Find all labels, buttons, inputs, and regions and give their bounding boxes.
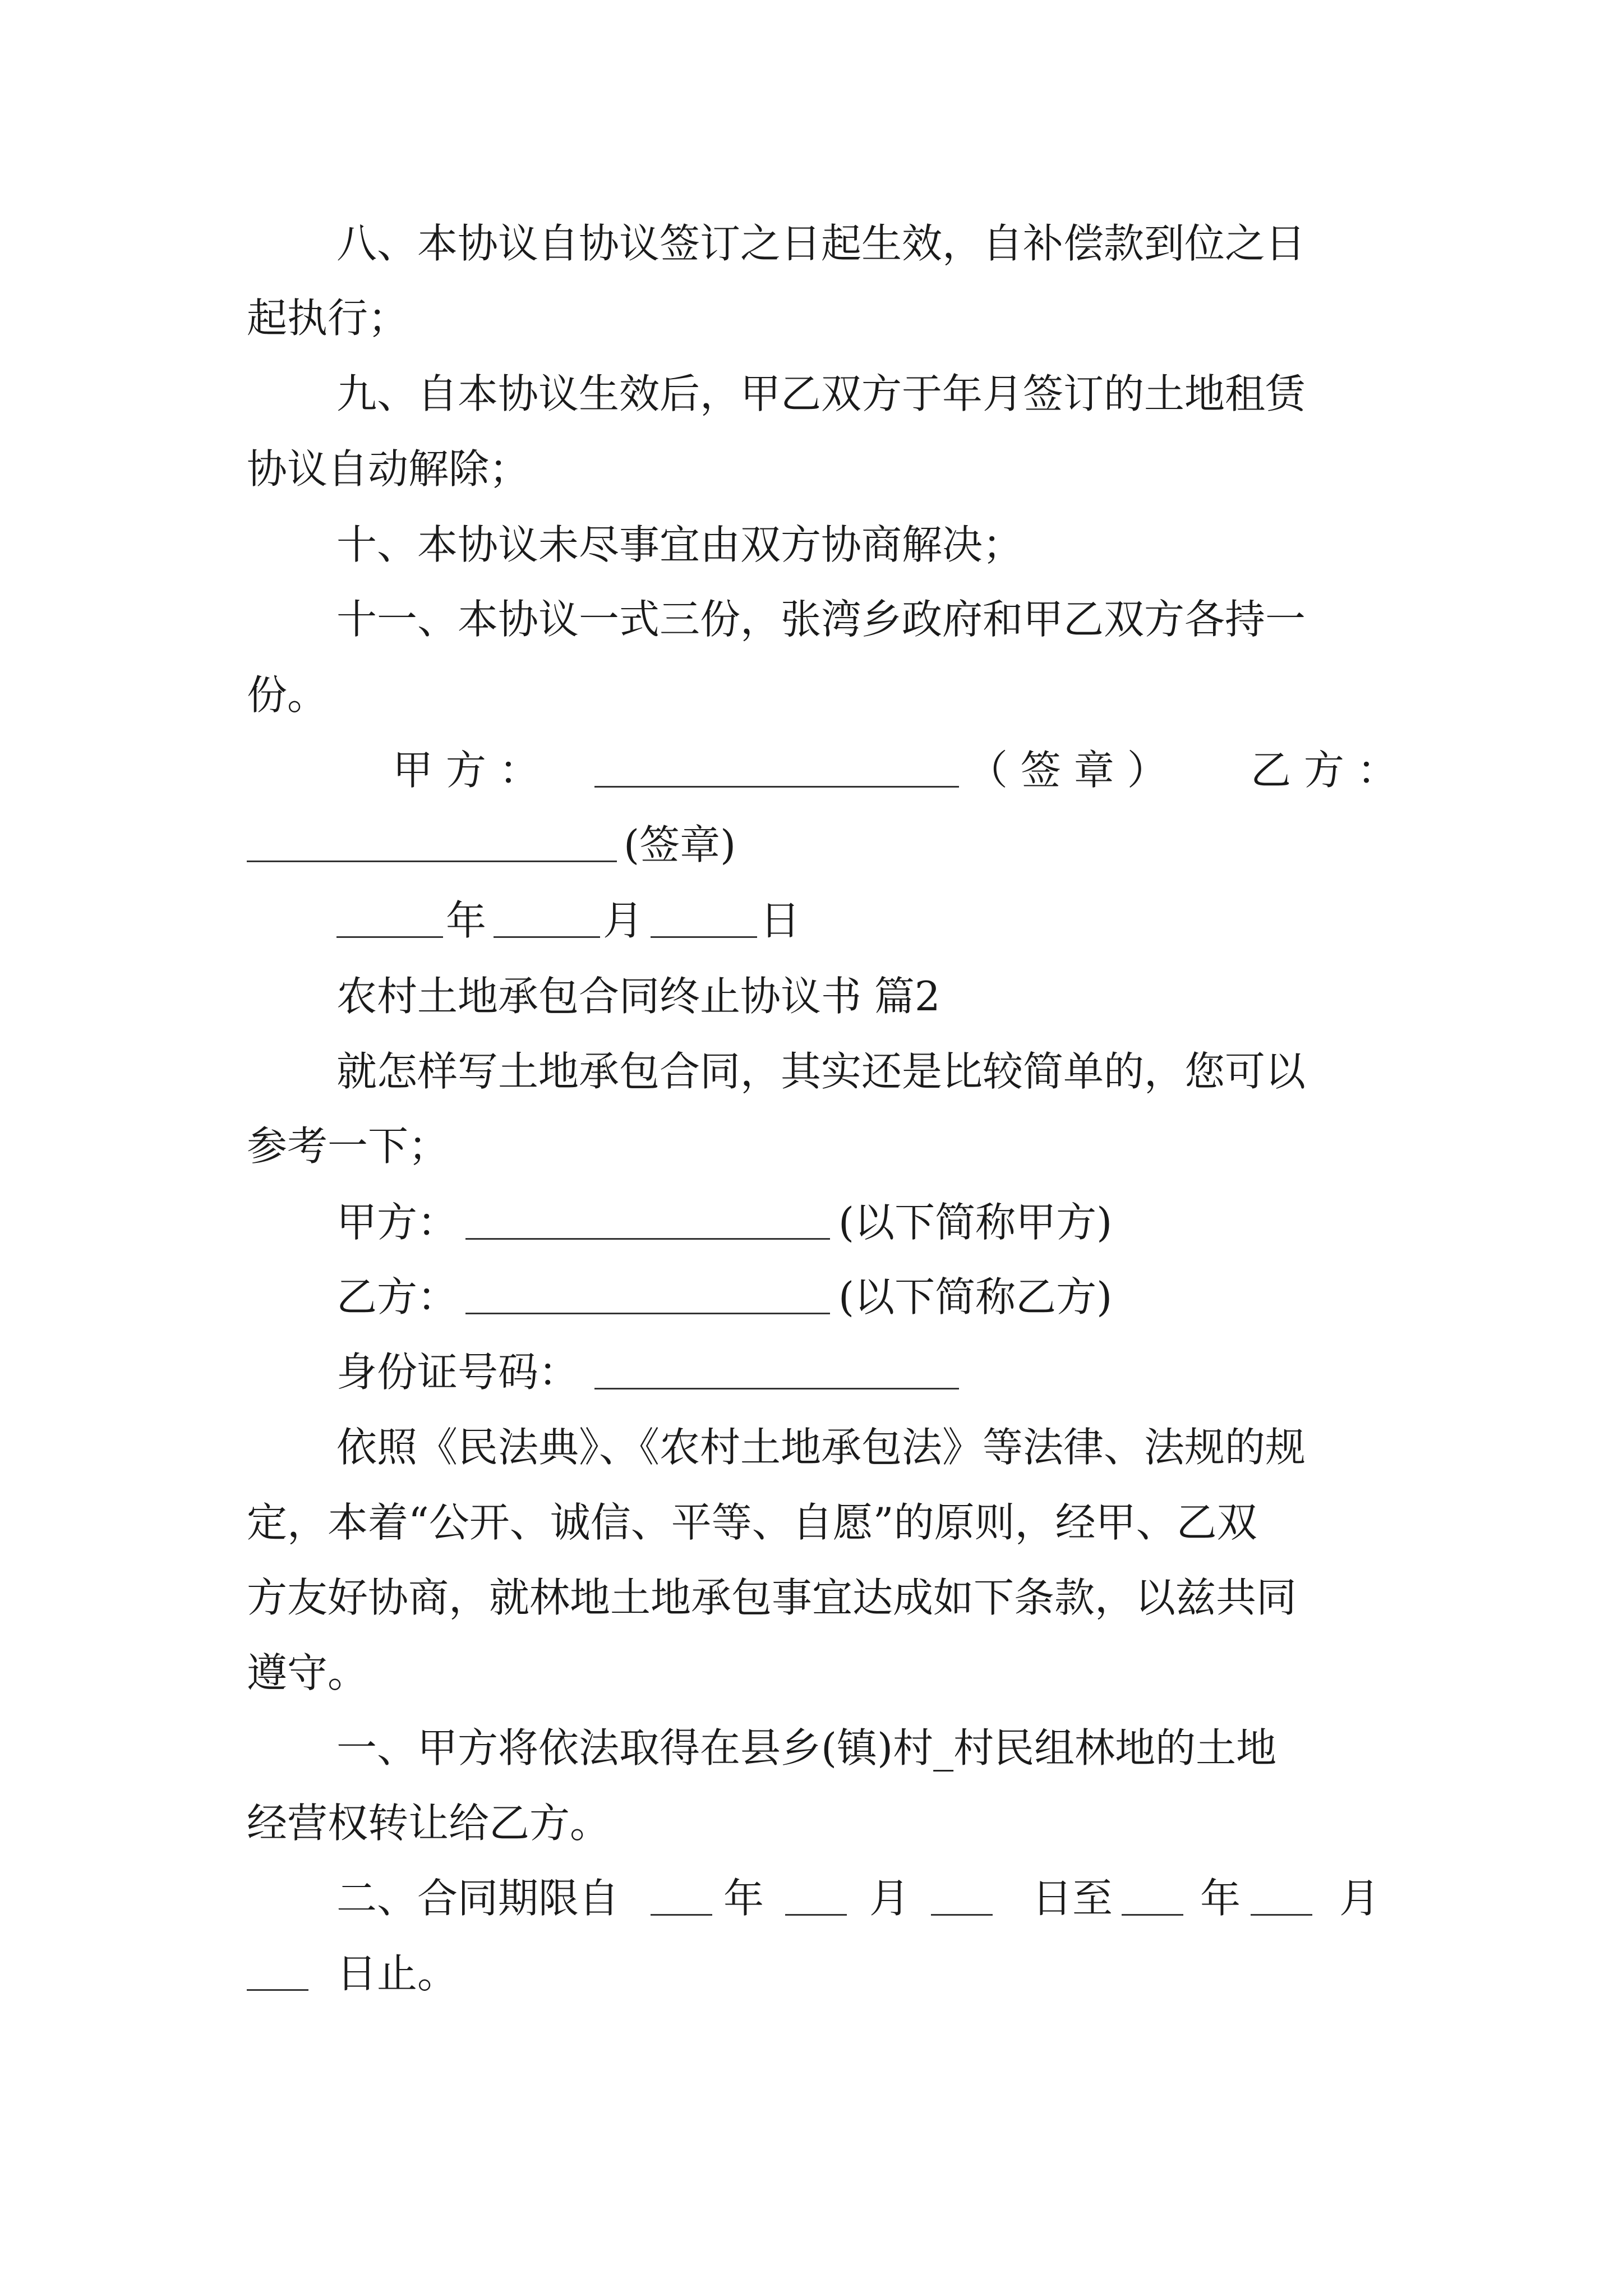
clause-2-text: 二、合同期限自 xyxy=(336,1875,620,1922)
paragraph-9-line-2: 协议自动解除； xyxy=(247,445,530,493)
clause-2-end: 日止。 xyxy=(336,1950,458,1997)
party-a-label: 甲 方 ： xyxy=(393,747,540,794)
basis-line-2: 定，本着“公开、诚信、平等、自愿”的原则，经甲、乙双 xyxy=(247,1499,1257,1546)
party-b-blank xyxy=(247,828,617,862)
party-a-field-blank xyxy=(465,1205,830,1240)
clause-2-year1: 年 xyxy=(723,1875,764,1922)
paragraph-10: 十、本协议未尽事宜由双方协商解决； xyxy=(336,521,1023,568)
month-label: 月 xyxy=(603,897,644,944)
clause-1-line-2: 经营权转让给乙方。 xyxy=(247,1800,611,1847)
basis-line-4: 遵守。 xyxy=(247,1649,368,1696)
paragraph-8-line-1: 八、本协议自协议签订之日起生效，自补偿款到位之日 xyxy=(336,220,1306,267)
basis-line-1: 依照《民法典》、《农村土地承包法》等法律、法规的规 xyxy=(336,1424,1306,1471)
basis-line-3: 方友好协商，就林地土地承包事宜达成如下条款，以兹共同 xyxy=(247,1574,1297,1621)
clause-2-line-1 xyxy=(247,1875,1380,1923)
clause-2-month1-blank xyxy=(785,1881,847,1916)
clause-2-day2-blank xyxy=(247,1957,308,1991)
id-number-line xyxy=(247,1349,1380,1397)
signature-line-parties xyxy=(247,747,1398,795)
clause-2-month2: 月 xyxy=(1339,1875,1380,1922)
paragraph-11-line-1: 十一、本协议一式三份，张湾乡政府和甲乙双方各持一 xyxy=(336,596,1306,643)
signature-line-b xyxy=(247,821,1380,869)
party-b-field-note: (以下简称乙方) xyxy=(838,1273,1113,1320)
section-2-title: 农村土地承包合同终止协议书 篇2 xyxy=(336,973,940,1020)
clause-1-line-1: 一、甲方将依法取得在县乡(镇)村_村民组林地的土地 xyxy=(336,1724,1277,1772)
clause-2-year1-blank xyxy=(651,1881,712,1916)
clause-2-line-2 xyxy=(247,1950,1380,1998)
day-blank xyxy=(651,904,757,938)
year-label: 年 xyxy=(446,897,487,944)
party-a-field-note: (以下简称甲方) xyxy=(838,1199,1113,1246)
party-a-line xyxy=(247,1199,1380,1247)
party-b-field-blank xyxy=(465,1280,830,1314)
intro-line-2: 参考一下； xyxy=(247,1122,449,1170)
signature-date-line xyxy=(247,897,1380,945)
paragraph-9-line-1: 九、自本协议生效后，甲乙双方于年月签订的土地租赁 xyxy=(336,370,1306,417)
party-a-field-label: 甲方： xyxy=(336,1199,458,1246)
clause-2-month2-blank xyxy=(1251,1881,1312,1916)
party-b-label: 乙 方 ： xyxy=(1251,747,1398,794)
paragraph-8-line-2: 起执行； xyxy=(247,295,409,342)
intro-line-1: 就怎样写土地承包合同，其实还是比较简单的，您可以 xyxy=(336,1048,1306,1095)
day-label: 日 xyxy=(760,897,801,944)
month-blank xyxy=(494,904,600,938)
id-number-label: 身份证号码： xyxy=(336,1349,579,1396)
clause-2-month1: 月 xyxy=(869,1875,910,1922)
paragraph-11-line-2: 份。 xyxy=(247,671,328,719)
party-a-seal: （ 签 章 ） xyxy=(967,747,1168,794)
year-blank xyxy=(336,904,443,938)
party-b-line xyxy=(247,1273,1380,1322)
party-a-blank xyxy=(594,753,959,788)
clause-2-year2: 年 xyxy=(1200,1875,1241,1922)
party-b-seal: (签章) xyxy=(624,821,736,868)
clause-2-day1: 日至 xyxy=(1032,1875,1113,1922)
clause-2-year2-blank xyxy=(1122,1881,1183,1916)
clause-2-day1-blank xyxy=(931,1881,993,1916)
party-b-field-label: 乙方： xyxy=(336,1273,458,1320)
id-number-blank xyxy=(594,1355,959,1389)
